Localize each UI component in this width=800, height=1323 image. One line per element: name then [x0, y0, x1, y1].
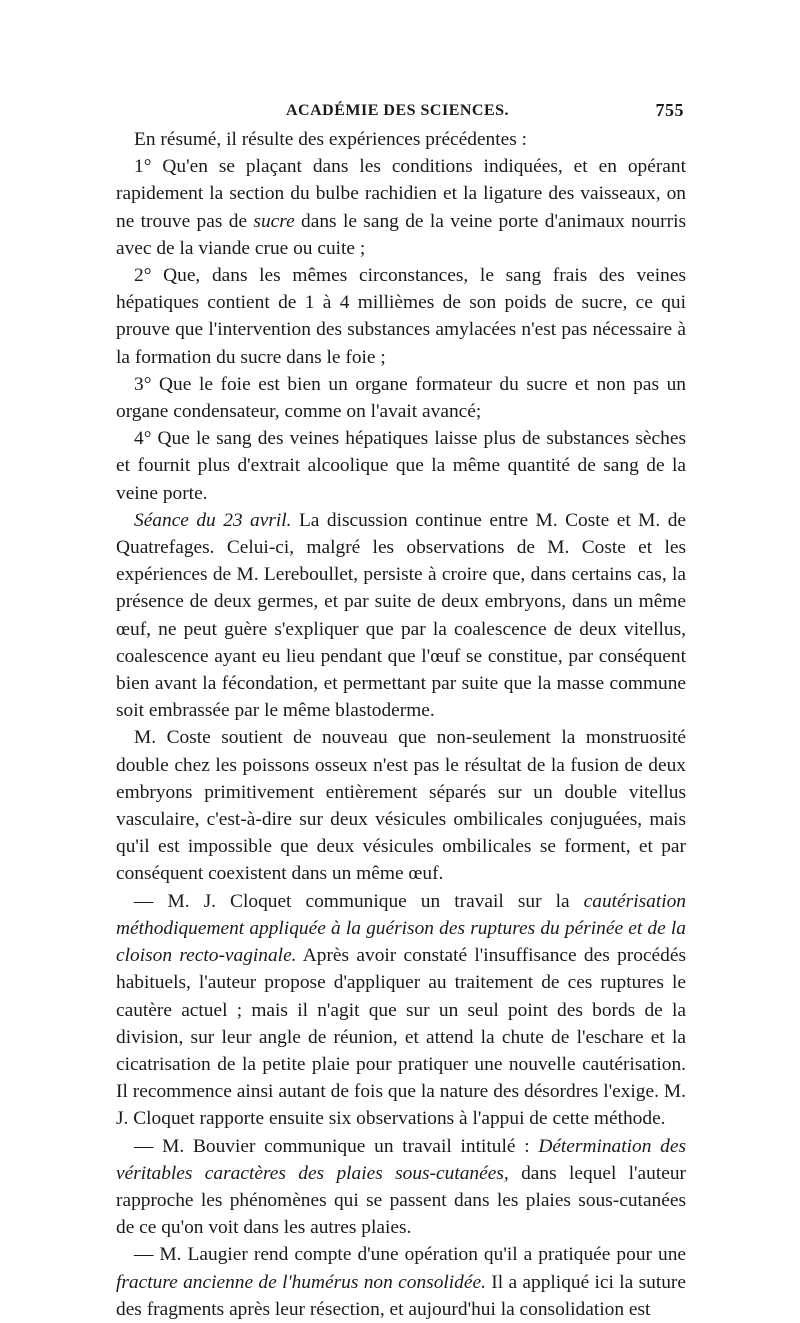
paragraph-seance-23-avril: Séance du 23 avril. La discussion continue entre M. Coste et M. de Quatrefages. Celui-ci, malgré les observations de M. Coste et les expériences de M. Lereboullet, persiste à croire que, dans certains cas, la présence de deux germes, et par suite de deux embryons, dans un même œuf, ne peut guère s'expliquer que par la coalescence de deux vitellus, coalescence ayant eu lieu pendant que l'œuf se constitue, par conséquent bien avant la fécondation, et permettant par suite que la masse commune soit embrassée par le même blastoderme. — [116, 509, 686, 722]
cloquet-work-title: cautérisation méthodiquement appliquée à la guérison des ruptures du périnée et de la cloison recto-vaginale. — [116, 890, 686, 967]
paragraph-conclusion-3: 3° Que le foie est bien un organe formateur du sucre et non pas un organe condensateur, comme on l'avait avancé; — [116, 373, 686, 423]
page — [116, 92, 686, 1323]
paragraph-summary-intro: En résumé, il résulte des expériences précédentes : — [134, 129, 528, 150]
paragraph-conclusion-1: 1° Qu'en se plaçant dans les conditions indiquées, et en opérant rapidement la section du bulbe rachidien et la ligature des vaisseaux, on ne trouve pas de sucre dans le sang de la veine porte d'animaux nourris avec de la viande crue ou cuite ; — [116, 156, 686, 259]
paragraph-cloquet: — M. J. Cloquet communique un travail sur la cautérisation méthodiquement appliquée à la guérison des ruptures du périnée et de la cloison recto-vaginale. Après avoir constaté l'insuffisance des procédés habituels, l'auteur propose d'appliquer au traitement de ces ruptures le cautère actuel ; mais il n'agit que sur un seul point des bords de la division, sur leur angle de réunion, et attend la chute de l'eschare et la cicatrisation de la petite plaie pour pratiquer une nouvelle cautérisation. Il recommence ainsi autant de fois que la nature des désordres l'exige. M. J. Cloquet rapporte ensuite six observations à l'appui de cette méthode. — [116, 890, 687, 1130]
running-head-title: ACADÉMIE DES SCIENCES. — [286, 102, 510, 119]
body-text — [116, 126, 686, 1323]
paragraph-bouvier: — M. Bouvier communique un travail intitulé : Détermination des véritables caractères des plaies sous-cutanées, dans lequel l'auteur rapproche les phénomènes qui se passent dans les plaies sous-cutanées de ce qu'on voit dans les autres plaies. — [116, 1135, 686, 1239]
paragraph-conclusion-2: 2° Que, dans les mêmes circonstances, le sang frais des veines hépatiques contient de 1 à 4 millièmes de son poids de sucre, ce qui prouve que l'intervention des substances amylacées n'est pas nécessaire à la formation du sucre dans le foie ; — [116, 265, 686, 368]
running-head — [116, 92, 686, 126]
paragraph-conclusion-4: 4° Que le sang des veines hépatiques laisse plus de substances sèches et fournit plus d'extrait alcoolique que la même quantité de sang de la veine porte. — [116, 428, 686, 504]
paragraph-laugier: — M. Laugier rend compte d'une opération qu'il a pratiquée pour une fracture ancienne de l'humérus non consolidée. Il a appliqué ici la suture des fragments après leur résection, et aujourd'hui la consolidation est — [116, 1244, 686, 1320]
bouvier-work-title: Détermination des véritables caractères des plaies sous-cutanées, — [116, 1135, 686, 1184]
paragraph-coste-reply: M. Coste soutient de nouveau que non-seulement la monstruosité double chez les poissons osseux n'est pas le résultat de la fusion de deux embryons primitivement entièrement séparés sur un double vitellus vasculaire, c'est-à-dire sur deux vésicules ombilicales conjuguées, mais qu'il est impossible que deux vésicules ombilicales se forment, et par conséquent coexistent dans un même œuf. — [116, 727, 686, 885]
page-number: 755 — [655, 100, 684, 120]
emphasis-sucre: sucre — [253, 210, 295, 232]
laugier-case-title: fracture ancienne de l'humérus non consolidée. — [116, 1271, 486, 1293]
seance-date: Séance du 23 avril. — [134, 509, 292, 531]
